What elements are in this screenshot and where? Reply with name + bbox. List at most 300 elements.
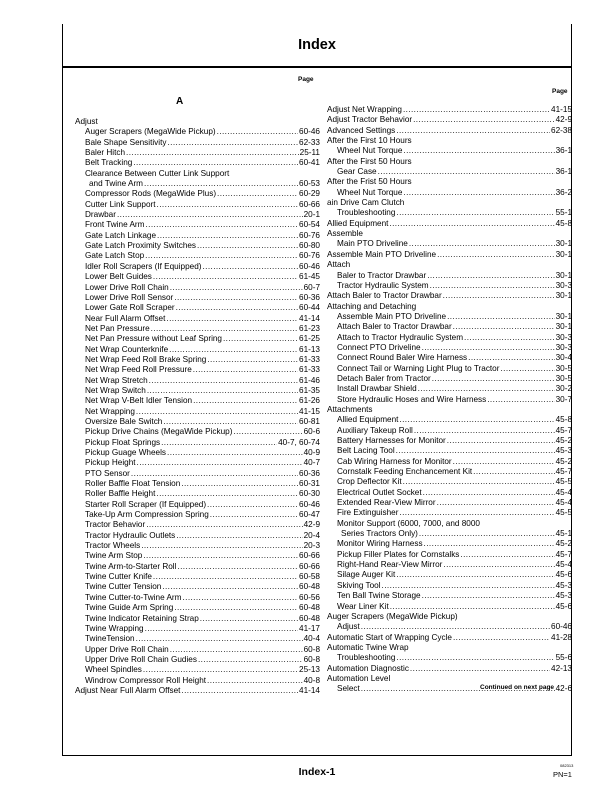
dot-leader: [419, 529, 555, 539]
index-entry: [75, 407, 320, 417]
index-entry-page: 60-47: [299, 510, 320, 520]
index-entry-text: Compressor Rods (MegaWide Plus): [85, 189, 217, 199]
dot-leader: [464, 333, 555, 343]
index-entry-page: 62-33: [299, 137, 320, 147]
index-entry-text: Ten Ball Twine Storage: [337, 591, 421, 601]
index-entry-text: Cutter Link Support: [85, 199, 156, 209]
index-entry-text: Monitor Support (6000, 7000, and 8000: [337, 518, 480, 528]
dot-leader: [414, 426, 555, 436]
index-entry-text: Net Wrapping: [85, 406, 135, 416]
dot-leader: [233, 427, 302, 437]
dot-leader: [410, 664, 550, 674]
dot-leader: [126, 148, 299, 158]
index-entry-text: Auger Scrapers (MegaWide Pickup): [327, 611, 458, 621]
index-entry-page: 41-14: [299, 313, 320, 323]
index-entry-text: Tractor Hydraulic Outlets: [85, 530, 176, 540]
document-code: 082313: [560, 763, 574, 768]
index-entry: [327, 250, 572, 260]
dot-leader: [136, 407, 298, 417]
index-entry-page: 30-1: [555, 291, 572, 301]
index-entry: [327, 591, 572, 601]
index-entry-page: 60-46: [551, 622, 572, 632]
index-entry-page: 45-7: [555, 549, 572, 559]
index-entry: [327, 353, 572, 363]
dot-leader: [453, 322, 555, 332]
index-entry-text: Extended Rear-View Mirror: [337, 498, 436, 508]
dot-leader: [427, 271, 554, 281]
index-entry: [75, 469, 320, 479]
dot-leader: [390, 602, 555, 612]
index-entry-text: Net Wrap Feed Roll Pressure: [85, 365, 192, 375]
index-entry-text: Lower Belt Guides: [85, 272, 152, 282]
index-entry: [75, 665, 320, 675]
dot-leader: [133, 158, 298, 168]
index-entry-page: 55-6: [555, 653, 572, 663]
index-entry-text: Right-Hand Rear-View Mirror: [337, 560, 443, 570]
index-entry-text: Upper Drive Roll Chain: [85, 644, 169, 654]
index-entry: [75, 241, 320, 251]
index-entry-page: 40-4: [303, 634, 320, 644]
index-entry: [327, 364, 572, 374]
index-column-left: [75, 117, 320, 696]
index-entry-text: Advanced Settings: [327, 125, 396, 135]
dot-leader: [207, 676, 303, 686]
index-entry-page: 60-36: [299, 292, 320, 302]
index-entry-page: 30-1: [555, 311, 572, 321]
index-entry: [75, 365, 320, 375]
dot-leader: [167, 138, 298, 148]
dot-leader: [396, 653, 554, 663]
index-entry-page: 60-48: [299, 603, 320, 613]
index-entry: [75, 314, 320, 324]
index-entry-text: Net Wrap V-Belt Idler Tension: [85, 396, 193, 406]
index-entry: [327, 498, 572, 508]
index-entry-text: Connect Tail or Warning Light Plug to Tractor: [337, 363, 500, 373]
index-entry: [75, 272, 320, 282]
index-entry: [327, 188, 572, 198]
index-entry-text: After the Frist 50 Hours: [327, 177, 412, 187]
index-entry: [75, 582, 320, 592]
dot-leader: [176, 531, 302, 541]
index-entry-page: 30-1: [555, 249, 572, 259]
dot-leader: [403, 188, 554, 198]
dot-leader: [200, 614, 298, 624]
index-entry-text: ain Drive Cam Clutch: [327, 198, 405, 208]
index-entry-page: 61-26: [299, 396, 320, 406]
index-entry-page: 60-66: [299, 561, 320, 571]
index-entry-page: 60-58: [299, 572, 320, 582]
index-entry-page: 40-9: [303, 448, 320, 457]
index-entry: [327, 312, 572, 322]
index-entry-page: 45-3: [555, 446, 572, 456]
index-entry-text: Wheel Nut Torque: [337, 146, 403, 156]
dot-leader: [170, 283, 303, 293]
index-entry-text: Allied Equipment: [337, 415, 399, 425]
index-entry-text: Main PTO Driveline: [337, 239, 408, 249]
index-entry: [327, 271, 572, 281]
index-entry-text: Electrical Outlet Socket: [337, 487, 422, 497]
index-entry-page: 45-6: [555, 570, 572, 580]
index-entry-text: Assemble Main PTO Driveline: [327, 249, 437, 259]
index-entry-text: Pickup Filler Plates for Cornstalks: [337, 549, 460, 559]
dot-leader: [500, 364, 554, 374]
index-entry: [75, 634, 320, 644]
dot-leader: [399, 508, 554, 518]
dot-leader: [151, 324, 298, 334]
index-entry-text: Adjust Near Full Alarm Offset: [75, 685, 181, 695]
dot-leader: [443, 560, 554, 570]
dot-leader: [169, 345, 298, 355]
index-entry-text: Baler Hitch: [85, 148, 126, 158]
index-entry: [75, 541, 320, 551]
index-entry: [75, 334, 320, 344]
index-entry-page: 30-3: [555, 342, 572, 352]
index-entry-page: 61-33: [299, 365, 320, 375]
index-entry-page: 61-46: [299, 375, 320, 385]
index-entry-page: 60-46: [299, 127, 320, 137]
index-entry-text: Tractor Behavior: [85, 520, 146, 530]
index-entry-text: Detach Baler from Tractor: [337, 373, 431, 383]
index-entry: [327, 177, 572, 187]
dot-leader: [181, 479, 298, 489]
dot-leader: [389, 219, 554, 229]
index-entry-text: Pickup Drive Chains (MegaWide Pickup): [85, 427, 233, 437]
index-entry-page: 61-35: [299, 385, 320, 395]
dot-leader: [166, 314, 298, 324]
index-entry-text: Connect PTO Driveline: [337, 342, 421, 352]
dot-leader: [396, 126, 550, 136]
index-entry-text: Connect Round Baler Wire Harness: [337, 353, 468, 363]
index-entry-text: Bale Shape Sensitivity: [85, 137, 167, 147]
index-entry: [75, 138, 320, 148]
index-entry: [75, 686, 320, 696]
index-entry-text: Baler to Tractor Drawbar: [337, 270, 427, 280]
index-entry-text: Adjust: [75, 117, 98, 126]
index-entry-page: 60-31: [299, 479, 320, 489]
index-entry-page: 62-38: [551, 125, 572, 135]
index-entry: [327, 674, 572, 684]
index-entry: [75, 396, 320, 406]
index-entry-page: 40-7, 60-74: [278, 437, 320, 447]
index-entry: [75, 283, 320, 293]
dot-leader: [153, 572, 298, 582]
index-entry-text: After the First 10 Hours: [327, 136, 412, 146]
dot-leader: [468, 353, 554, 363]
index-entry: [75, 262, 320, 272]
index-entry: [75, 417, 320, 427]
index-entry-text: Attachments: [327, 404, 373, 414]
index-entry-page: 25-11: [299, 148, 320, 158]
dot-leader: [147, 386, 298, 396]
index-entry-text: Twine Indicator Retaining Strap: [85, 613, 199, 623]
dot-leader: [217, 127, 298, 137]
index-entry-page: 41-15: [299, 406, 320, 416]
index-entry: [75, 189, 320, 199]
index-entry-page: 30-5: [555, 363, 572, 373]
dot-leader: [403, 105, 550, 115]
dot-leader: [161, 438, 277, 448]
index-entry: [327, 384, 572, 394]
index-entry: [327, 260, 572, 270]
index-entry: [75, 386, 320, 396]
index-entry-text: Wheel Nut Torque: [337, 187, 403, 197]
index-entry: [327, 633, 572, 643]
index-entry-text: Battery Harnesses for Monitor: [337, 436, 446, 445]
index-entry-text: Twine Wrapping: [85, 623, 144, 633]
index-entry: [327, 446, 572, 456]
index-entry: [75, 655, 320, 665]
index-entry-text: Net Pan Pressure without Leaf Spring: [85, 334, 222, 344]
index-entry-text: Twine Cutter-to-Twine Arm: [85, 592, 182, 602]
index-entry: [75, 458, 320, 468]
index-entry-text: Net Wrap Feed Roll Brake Spring: [85, 354, 207, 364]
dot-leader: [413, 115, 555, 125]
index-entry: [75, 293, 320, 303]
dot-leader: [473, 467, 554, 477]
index-entry-page: 60-46: [299, 499, 320, 509]
index-entry: [327, 519, 572, 529]
index-entry: [327, 136, 572, 146]
index-entry: [75, 427, 320, 437]
index-entry: [75, 127, 320, 137]
dot-leader: [145, 624, 298, 634]
index-entry-page: 20-1: [303, 210, 320, 220]
dot-leader: [430, 281, 555, 291]
index-entry-text: Lower Drive Roll Chain: [85, 282, 169, 292]
index-entry: [75, 562, 320, 572]
dot-leader: [145, 251, 298, 261]
index-entry-text: Tractor Hydraulic System: [337, 280, 429, 290]
index-entry-page: 60-36: [299, 468, 320, 478]
dot-leader: [437, 250, 555, 260]
index-entry-page: 45-4: [555, 560, 572, 570]
page-title: Index: [298, 37, 336, 53]
index-entry-page: 60-7: [303, 282, 320, 292]
dot-leader: [162, 582, 298, 592]
index-entry-text: Take-Up Arm Compression Spring: [85, 510, 209, 520]
index-entry-text: Attach to Tractor Hydraulic System: [337, 332, 464, 342]
index-entry-text: Select: [337, 684, 360, 694]
dot-leader: [182, 593, 298, 603]
index-entry-text: Monitor Wiring Harness: [337, 539, 423, 549]
index-entry: [327, 560, 572, 570]
index-entry-text: Net Wrap Stretch: [85, 375, 148, 385]
page-number: PN=1: [553, 770, 572, 779]
index-entry-text: Twine Arm Stop: [85, 551, 143, 561]
index-entry-page: 40-7: [303, 458, 320, 468]
index-entry: [75, 303, 320, 313]
dot-leader: [409, 239, 555, 249]
index-entry-text: and Twine Arm: [89, 179, 144, 189]
index-entry-text: Troubleshooting: [337, 653, 396, 663]
dot-leader: [170, 645, 303, 655]
index-entry-text: Tractor Wheels: [85, 541, 141, 551]
dot-leader: [453, 633, 550, 643]
dot-leader: [223, 334, 298, 344]
index-entry-page: 45-6: [555, 601, 572, 611]
index-entry: [327, 457, 572, 467]
index-entry: [327, 539, 572, 549]
dot-leader: [137, 458, 303, 468]
index-entry-text: Front Twine Arm: [85, 220, 145, 230]
index-entry-page: 30-3: [555, 332, 572, 342]
index-entry-text: Silage Auger Kit: [337, 570, 396, 580]
dot-leader: [197, 241, 298, 251]
index-entry: [75, 676, 320, 686]
index-entry: [327, 374, 572, 384]
index-entry-text: Attach Baler to Tractor Drawbar: [337, 322, 452, 332]
index-entry-page: 30-1: [555, 270, 572, 280]
index-entry-text: Allied Equipment: [327, 218, 389, 228]
index-entry-page: 30-1: [555, 239, 572, 249]
index-entry-text: Belt Tracking: [85, 158, 133, 168]
dot-leader: [163, 417, 298, 427]
index-entry-text: After the First 50 Hours: [327, 156, 412, 166]
index-entry-page: 30-5: [555, 373, 572, 383]
index-entry-text: Skiving Tool: [337, 580, 381, 590]
index-entry-text: Adjust Net Wrapping: [327, 105, 402, 114]
index-entry-page: 45-5: [555, 508, 572, 518]
dot-leader: [177, 562, 298, 572]
index-entry-text: Windrow Compressor Roll Height: [85, 675, 207, 685]
index-entry: [75, 148, 320, 158]
index-entry: [327, 333, 572, 343]
index-entry: [327, 664, 572, 674]
index-entry: [327, 488, 572, 498]
index-entry-page: 30-1: [555, 322, 572, 332]
index-entry: [327, 581, 572, 591]
index-entry-text: Gate Latch Linkage: [85, 230, 157, 240]
index-entry: [75, 489, 320, 499]
index-entry: [327, 343, 572, 353]
index-entry: [327, 436, 572, 446]
index-entry-text: TwineTension: [85, 634, 135, 644]
footer-page-title: Index-1: [298, 766, 336, 778]
index-entry-text: Idler Roll Scrapers (If Equipped): [85, 261, 202, 271]
dot-leader: [144, 179, 298, 189]
index-entry-page: 45-7: [555, 425, 572, 435]
index-entry-page: 41-14: [299, 685, 320, 695]
index-entry: [75, 448, 320, 458]
index-entry-page: 61-23: [299, 323, 320, 333]
index-entry: [75, 200, 320, 210]
dot-leader: [153, 272, 298, 282]
dot-leader: [131, 469, 298, 479]
index-entry: [75, 551, 320, 561]
dot-leader: [437, 498, 555, 508]
index-entry-text: Twine Cutter Tension: [85, 582, 162, 592]
dot-leader: [378, 167, 555, 177]
index-entry-page: 60-54: [299, 220, 320, 230]
index-entry-text: Series Tractors Only): [341, 529, 418, 539]
index-entry-text: Oversize Bale Switch: [85, 416, 163, 426]
index-entry-text: PTO Sensor: [85, 468, 130, 478]
index-entry: [75, 158, 320, 168]
index-entry-page: 45-2: [555, 456, 572, 466]
index-entry-text: Automatic Twine Wrap: [327, 642, 409, 652]
index-entry-text: Gear Case: [337, 167, 377, 177]
index-entry-text: Install Drawbar Shield: [337, 384, 417, 394]
index-entry: [75, 251, 320, 261]
dot-leader: [145, 220, 298, 230]
index-entry: [75, 531, 320, 541]
index-entry-page: 30-2: [555, 384, 572, 394]
dot-leader: [174, 603, 298, 613]
index-entry: [75, 624, 320, 634]
index-entry: [327, 105, 572, 115]
index-entry: [327, 239, 572, 249]
index-entry: [327, 602, 572, 612]
index-entry-page: 30-3: [555, 280, 572, 290]
index-entry-page: 42-13: [551, 663, 572, 673]
index-entry-page: 60-41: [299, 158, 320, 168]
index-entry: [75, 169, 320, 179]
dot-leader: [422, 343, 555, 353]
index-entry-text: Wheel Spindles: [85, 665, 142, 675]
index-entry-page: 45-2: [555, 436, 572, 445]
index-entry: [327, 612, 572, 622]
index-entry-text: Cornstalk Feeding Enchancement Kit: [337, 467, 473, 477]
index-entry-text: Lower Gate Roll Scraper: [85, 303, 175, 313]
index-entry-page: 36-1: [555, 167, 572, 177]
index-entry: [327, 291, 572, 301]
index-entry-page: 60-30: [299, 489, 320, 499]
dot-leader: [193, 365, 298, 375]
index-entry: [327, 115, 572, 125]
index-entry-page: 45-4: [555, 498, 572, 508]
index-entry-page: 60-53: [299, 179, 320, 189]
dot-leader: [396, 570, 554, 580]
index-entry-text: Automatic Start of Wrapping Cycle: [327, 632, 452, 642]
dot-leader: [167, 448, 303, 458]
index-entry-text: Auxiliary Takeup Roll: [337, 425, 413, 435]
dot-leader: [396, 208, 554, 218]
index-entry-text: Twine Guide Arm Spring: [85, 603, 174, 613]
index-entry: [327, 157, 572, 167]
index-entry-text: Gate Latch Stop: [85, 251, 145, 261]
index-entry: [75, 438, 320, 448]
index-entry-page: 55-1: [555, 208, 572, 218]
index-entry-text: Assemble Main PTO Driveline: [337, 311, 447, 321]
dot-leader: [157, 231, 298, 241]
index-entry: [327, 529, 572, 539]
dot-leader: [382, 581, 555, 591]
index-entry-page: 61-33: [299, 354, 320, 364]
dot-leader: [423, 488, 555, 498]
dot-leader: [361, 622, 550, 632]
dot-leader: [141, 541, 302, 551]
index-entry-text: Cab Wiring Harness for Monitor: [337, 456, 452, 466]
index-entry-page: 60-48: [299, 582, 320, 592]
index-entry-page: 45-3: [555, 580, 572, 590]
index-entry-text: Gate Latch Proximity Switches: [85, 241, 197, 251]
index-entry: [327, 405, 572, 415]
dot-leader: [210, 510, 298, 520]
index-entry-text: Troubleshooting: [337, 208, 396, 218]
index-entry-page: 45-2: [555, 539, 572, 549]
index-entry: [327, 281, 572, 291]
dot-leader: [447, 436, 555, 446]
index-entry-text: Assemble: [327, 229, 363, 239]
index-entry-page: 36-2: [555, 187, 572, 197]
index-entry: [75, 500, 320, 510]
index-entry-page: 20-4: [303, 530, 320, 540]
index-entry-page: 30-4: [555, 353, 572, 363]
index-entry-page: 60-48: [299, 613, 320, 623]
index-entry: [75, 614, 320, 624]
index-entry-text: Upper Drive Roll Chain Gudies: [85, 654, 197, 664]
dot-leader: [460, 550, 554, 560]
